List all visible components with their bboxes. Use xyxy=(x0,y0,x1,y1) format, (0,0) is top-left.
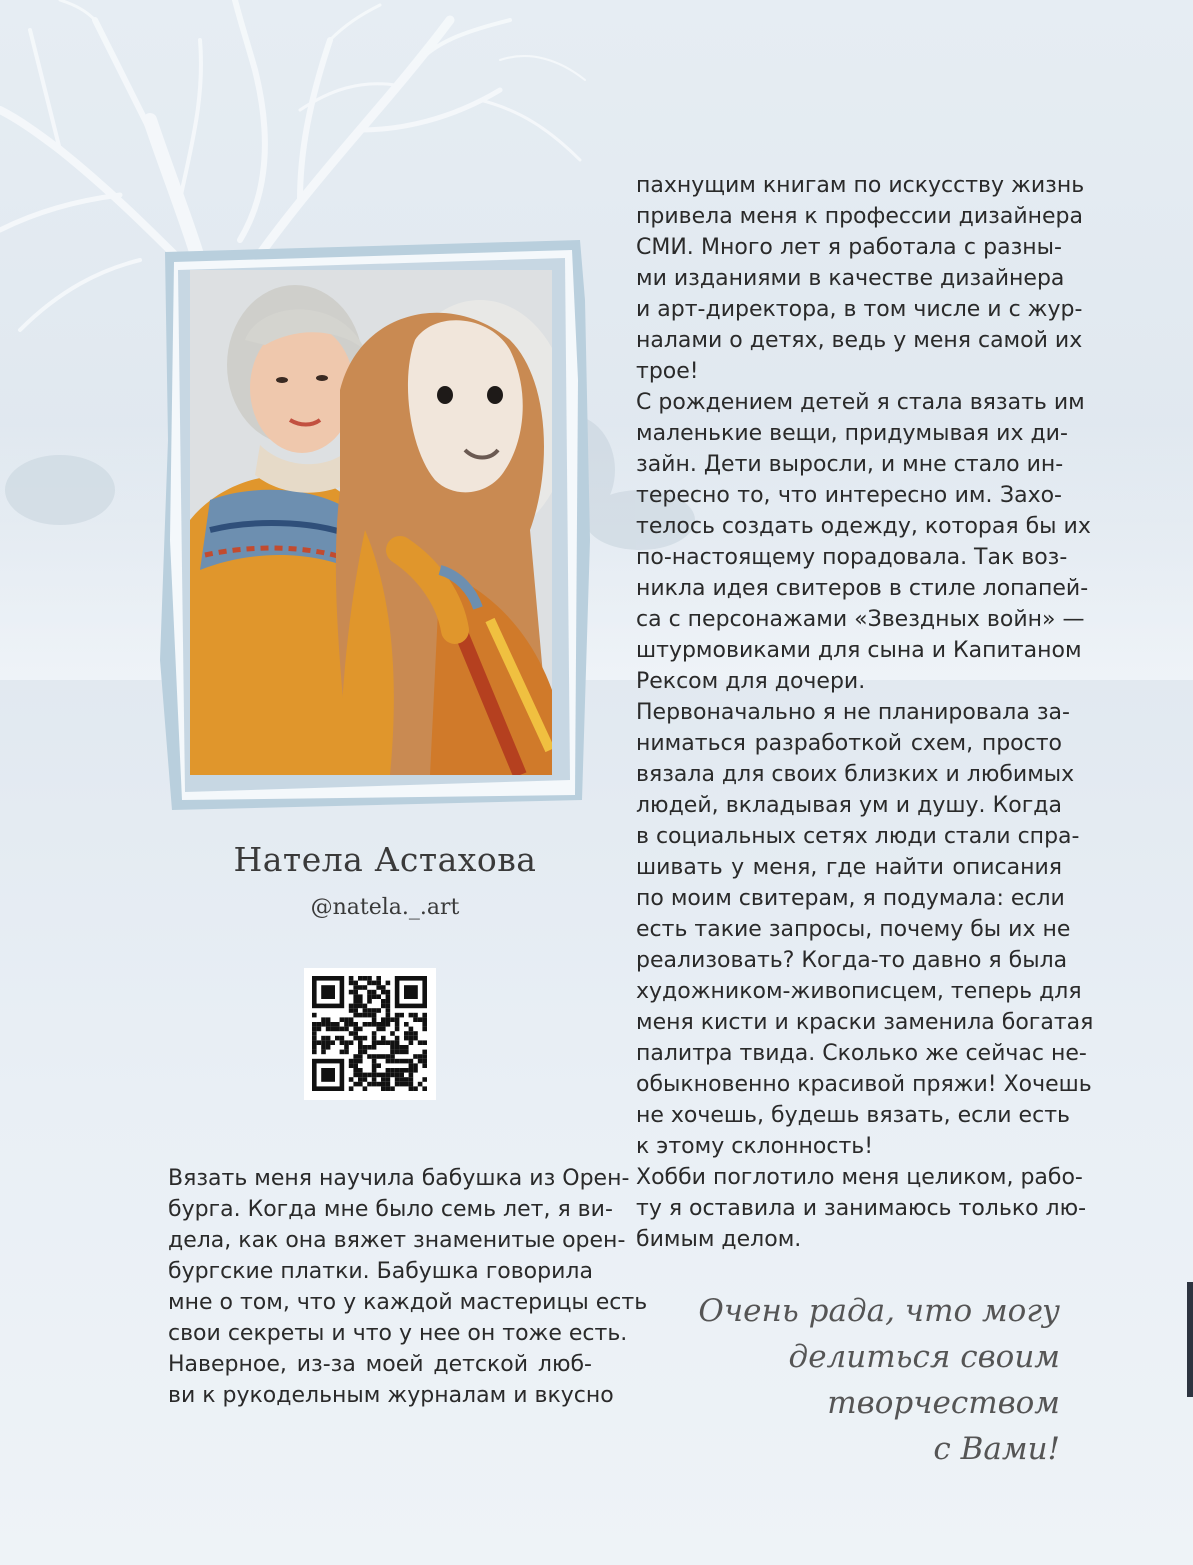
right-text-column xyxy=(636,170,1094,1255)
text-line: бимым делом. xyxy=(636,1227,802,1252)
author-photo xyxy=(190,270,552,775)
text-line: Хобби поглотило меня целиком, рабо- xyxy=(636,1165,1083,1190)
text-line: никла идея свитеров в стиле лопапей- xyxy=(636,576,1089,601)
text-line: штурмовиками для сына и Капитаном xyxy=(636,638,1082,663)
text-line: Вязать меня научила бабушка из Орен- xyxy=(168,1166,630,1191)
closing-quote xyxy=(620,1288,1060,1472)
text-line: людей, вкладывая ум и душу. Когда xyxy=(636,793,1062,818)
text-line: ви к рукодельным журналам и вкусно xyxy=(168,1383,614,1408)
text-line: реализовать? Когда-то давно я была xyxy=(636,948,1068,973)
text-line: бургские платки. Бабушка говорила xyxy=(168,1259,593,1284)
author-with-alpaca-illustration xyxy=(190,270,552,775)
text-line: мне о том, что у каждой мастерицы есть xyxy=(168,1290,648,1315)
text-line: к этому склонность! xyxy=(636,1134,874,1159)
text-line: са с персонажами «Звездных войн» — xyxy=(636,607,1085,632)
author-handle: @natela._.art xyxy=(310,895,460,920)
text-line: по моим свитерам, я подумала: если xyxy=(636,886,1065,911)
text-line: не хочешь, будешь вязать, если есть xyxy=(636,1103,1070,1128)
quote-line: Очень рада, что могу xyxy=(698,1293,1060,1329)
text-line: Рексом для дочери. xyxy=(636,669,866,694)
text-line: вязала для своих близких и любимых xyxy=(636,762,1075,787)
text-line: меня кисти и краски заменила богатая xyxy=(636,1010,1094,1035)
text-line: свои секреты и что у нее он тоже есть. xyxy=(168,1321,628,1346)
text-line: дела, как она вяжет знаменитые орен- xyxy=(168,1228,626,1253)
text-line: трое! xyxy=(636,359,699,384)
text-line: ту я оставила и занимаюсь только лю- xyxy=(636,1196,1087,1221)
text-line: ми изданиями в качестве дизайнера xyxy=(636,266,1065,291)
quote-line: делиться своим творчеством xyxy=(788,1339,1060,1421)
quote-line: с Вами! xyxy=(933,1431,1060,1467)
text-line: обыкновенно красивой пряжи! Хочешь xyxy=(636,1072,1092,1097)
text-line: есть такие запросы, почему бы их не xyxy=(636,917,1071,942)
text-line: и арт-директора, в том числе и с жур- xyxy=(636,297,1083,322)
text-line: пахнущим книгам по искусству жизнь xyxy=(636,173,1085,198)
text-line: маленькие вещи, придумывая их ди- xyxy=(636,421,1068,446)
text-line: привела меня к профессии дизайнера xyxy=(636,204,1083,229)
text-line: по-настоящему порадовала. Так воз- xyxy=(636,545,1068,570)
text-line: ниматься разработкой схем, просто xyxy=(636,731,1062,756)
text-line: шивать у меня, где найти описания xyxy=(636,855,1062,880)
page-edge-marker xyxy=(1187,1282,1193,1397)
left-text-column xyxy=(168,1163,648,1411)
text-line: бурга. Когда мне было семь лет, я ви- xyxy=(168,1197,613,1222)
qr-code[interactable] xyxy=(304,968,436,1100)
text-line: Первоначально я не планировала за- xyxy=(636,700,1070,725)
author-name: Натела Астахова xyxy=(233,840,537,879)
text-line: налами о детях, ведь у меня самой их xyxy=(636,328,1083,353)
text-line: тересно то, что интересно им. Захо- xyxy=(636,483,1062,508)
text-line: художником-живописцем, теперь для xyxy=(636,979,1082,1004)
text-line: в социальных сетях люди стали спра- xyxy=(636,824,1080,849)
text-line: СМИ. Много лет я работала с разны- xyxy=(636,235,1062,260)
text-line: телось создать одежду, которая бы их xyxy=(636,514,1091,539)
text-line: С рождением детей я стала вязать им xyxy=(636,390,1085,415)
text-line: зайн. Дети выросли, и мне стало ин- xyxy=(636,452,1064,477)
text-line: Наверное, из-за моей детской люб- xyxy=(168,1352,592,1377)
text-line: палитра твида. Сколько же сейчас не- xyxy=(636,1041,1087,1066)
